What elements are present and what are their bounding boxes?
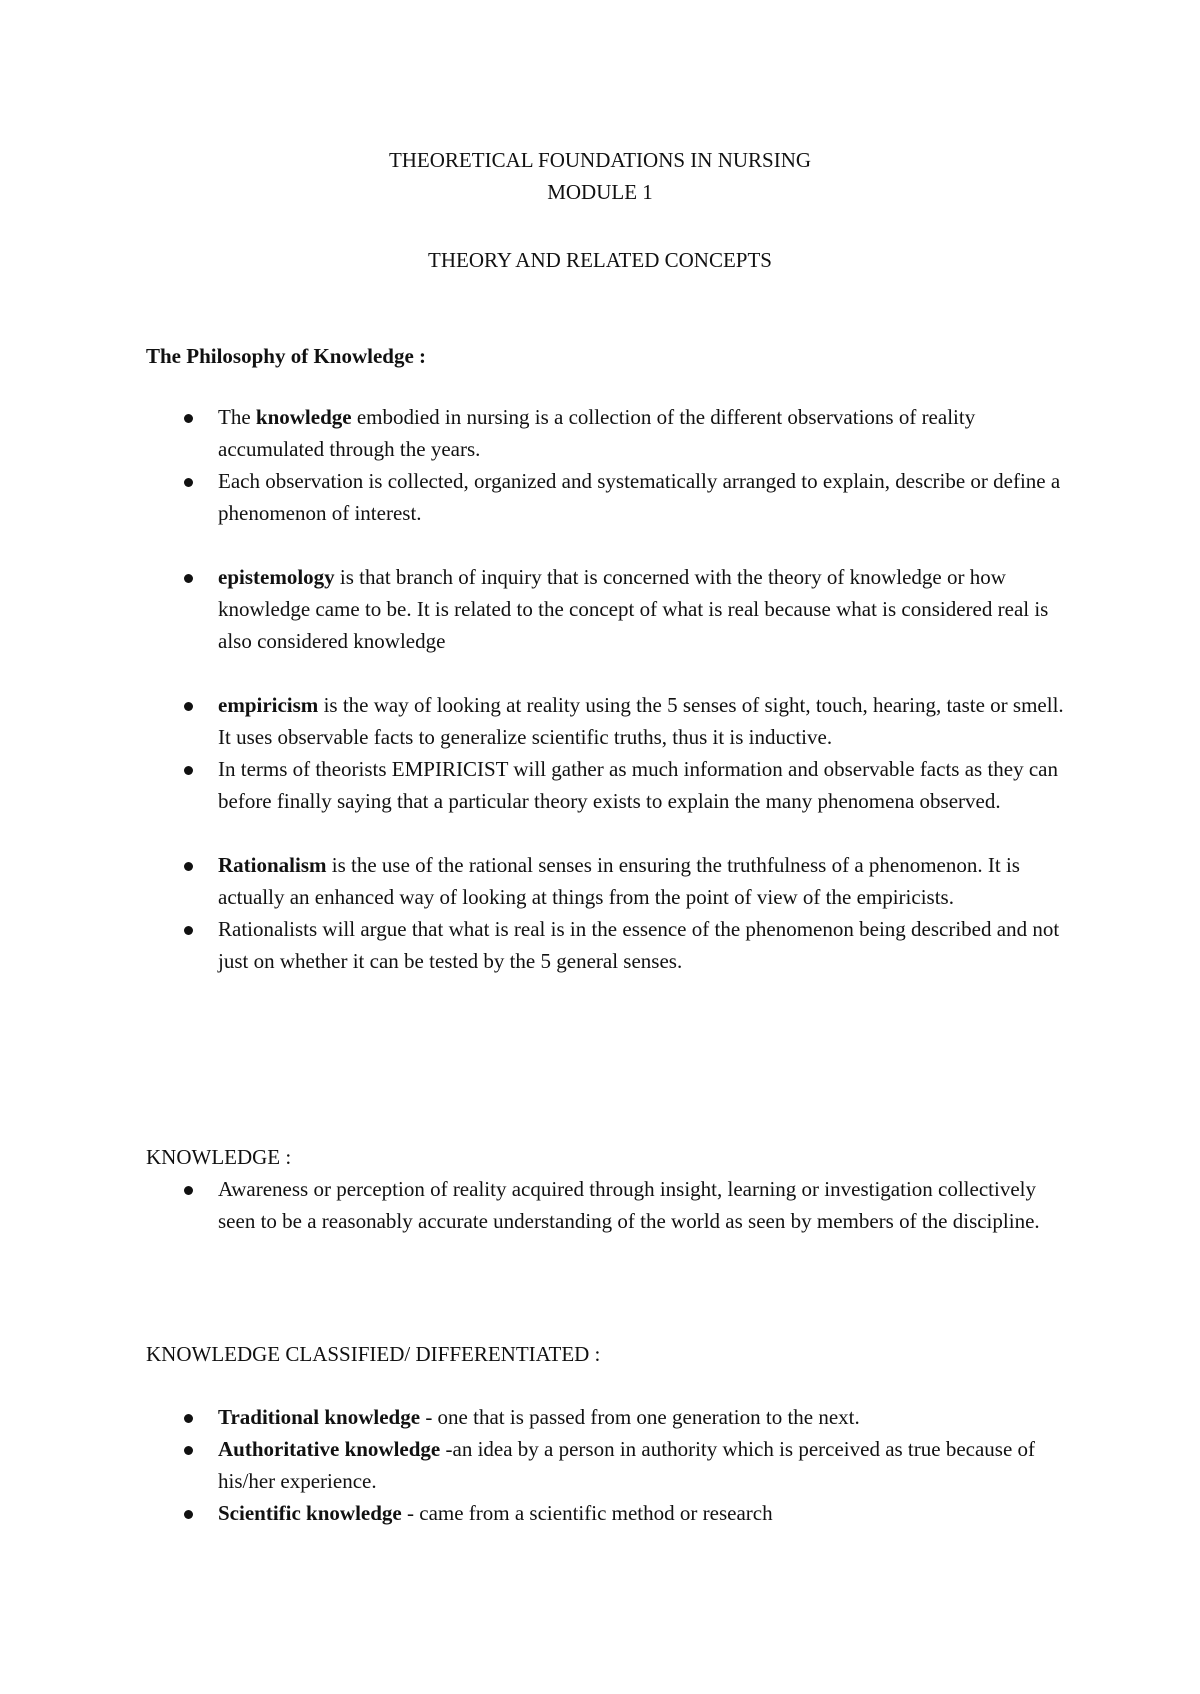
list-item [146, 1497, 1076, 1529]
item-text: Rationalists will argue that what is real is in the essence of the phenomenon being described and not just on whether it can be tested by the 5 general senses. [218, 917, 1060, 973]
knowledge-list [146, 1173, 1076, 1237]
list-spacer [146, 817, 1076, 849]
philosophy-list [146, 401, 1076, 977]
topic-title: THEORY AND RELATED CONCEPTS [428, 248, 772, 272]
list-item [146, 1173, 1076, 1237]
item-text: - one that is passed from one generation to the next. [420, 1405, 860, 1429]
course-title: THEORETICAL FOUNDATIONS IN NURSING [388, 148, 812, 172]
bullet-icon [184, 1446, 193, 1455]
item-term: Authoritative knowledge [218, 1437, 441, 1461]
bullet-icon [184, 926, 193, 935]
list-item [146, 849, 1076, 913]
bullet-icon [184, 1186, 193, 1195]
bullet-icon [184, 1510, 193, 1519]
bullet-icon [184, 1414, 193, 1423]
bullet-icon [184, 862, 193, 871]
list-item [146, 401, 1076, 465]
list-spacer [146, 657, 1076, 689]
list-item [146, 465, 1076, 529]
item-term: knowledge [255, 405, 352, 429]
item-text: The [218, 405, 256, 429]
bullet-icon [184, 574, 193, 583]
item-text: -an idea by a person in authority which is perceived as true because of his/her experience. [218, 1437, 1036, 1493]
classified-heading: KNOWLEDGE CLASSIFIED/ DIFFERENTIATED : [146, 1342, 601, 1366]
list-spacer [146, 529, 1076, 561]
item-text: is the way of looking at reality using the 5 senses of sight, touch, hearing, taste or smell. It uses observable facts to generalize scientific truths, thus it is inductive. [218, 693, 1064, 749]
list-item [146, 913, 1076, 977]
item-text: Awareness or perception of reality acquired through insight, learning or investigation collectively seen to be a reasonably accurate understanding of the world as seen by members of the discipline. [218, 1177, 1040, 1233]
item-text: is that branch of inquiry that is concerned with the theory of knowledge or how knowledge came to be. It is related to the concept of what is real because what is considered real is also considered knowledge [218, 565, 1049, 653]
item-term: Scientific knowledge [218, 1501, 402, 1525]
item-text: is the use of the rational senses in ensuring the truthfulness of a phenomenon. It is actually an enhanced way of looking at things from the point of view of the empiricists. [218, 853, 1020, 909]
knowledge-heading: KNOWLEDGE : [146, 1145, 292, 1169]
list-item [146, 1401, 1076, 1433]
item-term: epistemology [218, 565, 335, 589]
philosophy-heading: The Philosophy of Knowledge : [146, 344, 427, 368]
bullet-icon [184, 702, 193, 711]
item-term: empiricism [218, 693, 319, 717]
item-text: embodied in nursing is a collection of the different observations of reality accumulated through the years. [218, 405, 976, 461]
list-item [146, 753, 1076, 817]
item-text: In terms of theorists EMPIRICIST will gather as much information and observable facts as they can before finally saying that a particular theory exists to explain the many phenomena observed. [218, 757, 1058, 813]
classified-list [146, 1401, 1076, 1529]
document-title-block [0, 144, 1200, 208]
item-term: Rationalism [218, 853, 327, 877]
item-term: Traditional knowledge [218, 1405, 421, 1429]
bullet-icon [184, 478, 193, 487]
item-text: - came from a scientific method or research [401, 1501, 773, 1525]
list-item [146, 1433, 1076, 1497]
list-item [146, 689, 1076, 753]
bullet-icon [184, 766, 193, 775]
module-label: MODULE 1 [547, 180, 653, 204]
list-item [146, 561, 1076, 657]
bullet-icon [184, 414, 193, 423]
item-text: Each observation is collected, organized and systematically arranged to explain, describe or define a phenomenon of interest. [218, 469, 1061, 525]
